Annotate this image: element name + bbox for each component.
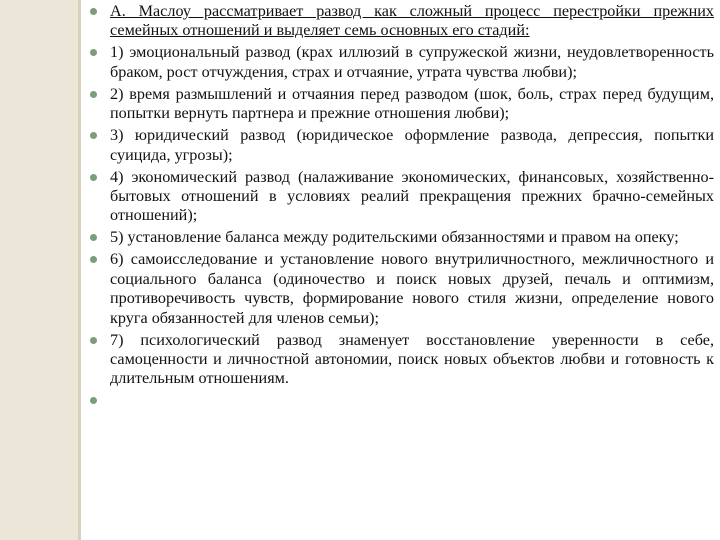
item-text: 2) время размышлений и отчаяния перед разводом (шок, боль, страх перед будущим, попытки вернуть партнера и прежние отношения любви); bbox=[110, 84, 714, 123]
bullet-icon bbox=[90, 91, 97, 98]
bullet-icon bbox=[90, 49, 97, 56]
left-divider-line bbox=[78, 0, 81, 540]
bullet-list bbox=[88, 2, 714, 411]
list-item bbox=[88, 43, 714, 82]
list-item bbox=[88, 228, 714, 247]
list-item bbox=[88, 391, 714, 410]
bullet-icon bbox=[90, 8, 97, 15]
bullet-icon bbox=[90, 397, 97, 404]
list-item bbox=[88, 85, 714, 124]
list-item bbox=[88, 2, 714, 41]
item-text: 5) установление баланса между родительскими обязанностями и правом на опеку; bbox=[110, 228, 679, 247]
list-item bbox=[88, 126, 714, 165]
item-text: 1) эмоциональный развод (крах иллюзий в супружеской жизни, неудовлетворенность браком, рост отчуждения, страх и отчаяние, утрата чувства любви); bbox=[110, 43, 714, 81]
bullet-icon bbox=[90, 234, 97, 241]
bullet-icon bbox=[90, 337, 97, 344]
list-item bbox=[88, 331, 714, 389]
list-item bbox=[88, 168, 714, 226]
item-text: 7) психологический развод знаменует восстановление уверенности в себе, самоценности и личностной автономии, поиск новых объектов любви и готовность к длительным отношениям. bbox=[110, 330, 714, 388]
item-text: А. Маслоу рассматривает развод как сложный процесс перестройки прежних семейных отношений и выделяет семь основных его стадий: bbox=[110, 2, 714, 40]
bullet-icon bbox=[90, 132, 97, 139]
list-item bbox=[88, 250, 714, 328]
item-text: 6) самоисследование и установление нового внутриличностного, межличностного и социального баланса (одиночество и поиск новых друзей, печаль и оптимизм, противоречивость чувств, формирование нового стиля жизни, определение нового круга обязанностей для членов семьи); bbox=[110, 250, 714, 327]
bullet-icon bbox=[90, 256, 97, 263]
bullet-icon bbox=[90, 174, 97, 181]
item-text bbox=[110, 391, 114, 409]
left-decorative-band bbox=[0, 0, 78, 540]
slide-content bbox=[88, 2, 714, 413]
item-text: 3) юридический развод (юридическое оформление развода, депрессия, попытки суицида, угрозы); bbox=[110, 126, 714, 164]
item-text: 4) экономический развод (налаживание экономических, финансовых, хозяйственно-бытовых отношений в условиях реалий прекращения прежних брачно-семейных отношений); bbox=[110, 167, 714, 225]
